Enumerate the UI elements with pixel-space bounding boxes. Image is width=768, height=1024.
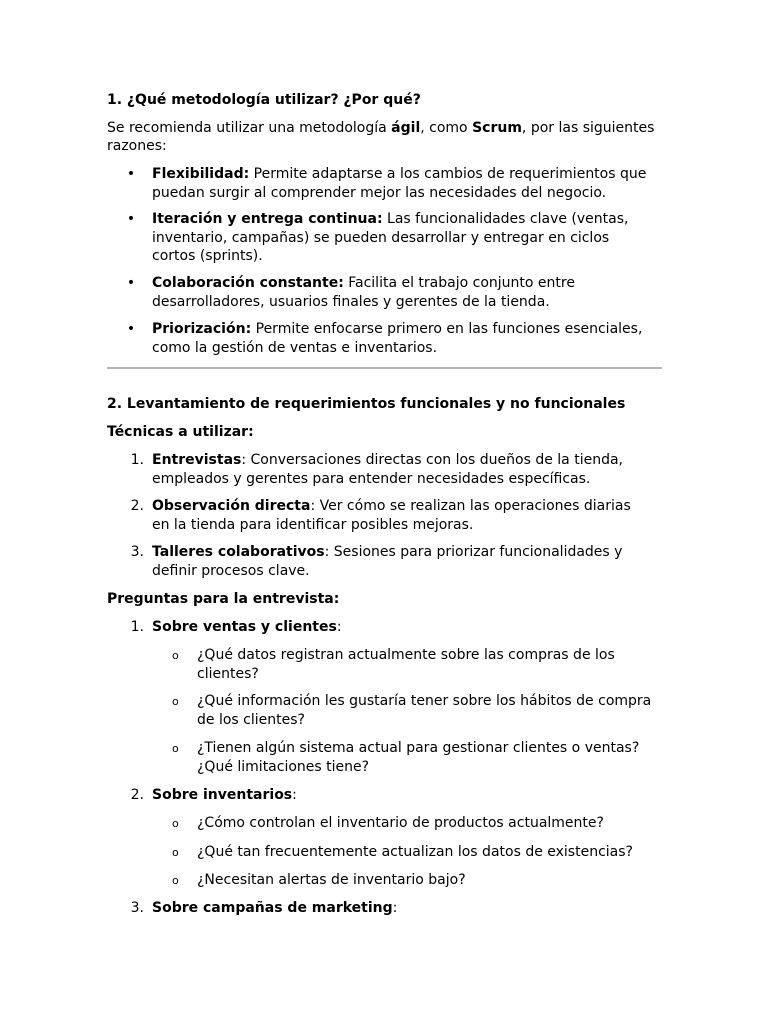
section-2-heading: 2. Levantamiento de requerimientos funcionales y no funcionales: [107, 396, 626, 412]
circle-bullet-icon: o: [172, 846, 179, 859]
circle-bullet-icon: o: [172, 742, 179, 755]
group-suffix: :: [336, 619, 342, 635]
circle-bullet-icon: o: [172, 817, 179, 830]
group-term: Sobre inventarios: [152, 787, 293, 803]
reason-text: Permite enfocarse primero en las funciones esenciales, como la gestión de ventas e inventarios.: [152, 321, 643, 356]
technique-term: Entrevistas: [152, 452, 242, 468]
question-item: [172, 692, 657, 729]
group-term: Sobre ventas y clientes: [152, 619, 337, 635]
intro-text: Se recomienda utilizar una metodología: [107, 120, 392, 136]
section-1-intro: [107, 119, 662, 155]
reason-term: Flexibilidad:: [152, 166, 250, 182]
list-number: 3.: [130, 900, 144, 916]
reason-item-iteracion: [126, 210, 652, 266]
question-item: [172, 871, 657, 890]
intro-emphasis-agil: ágil: [391, 120, 421, 136]
question-text: ¿Qué información les gustaría tener sobre los hábitos de compra de los clientes?: [197, 693, 652, 728]
bullet-icon: •: [126, 211, 136, 227]
reason-text: Facilita el trabajo conjunto entre desarrolladores, usuarios finales y gerentes de la tienda.: [152, 275, 575, 310]
question-text: ¿Tienen algún sistema actual para gestionar clientes o ventas? ¿Qué limitaciones tiene?: [197, 740, 640, 775]
question-item: [172, 646, 657, 683]
question-text: ¿Necesitan alertas de inventario bajo?: [197, 872, 466, 888]
bullet-icon: •: [126, 166, 136, 182]
reason-text: Permite adaptarse a los cambios de requerimientos que puedan surgir al comprender mejor las necesidades del negocio.: [152, 166, 647, 201]
technique-text: : Ver cómo se realizan las operaciones diarias en la tienda para identificar posibles mejoras.: [152, 498, 631, 533]
bullet-icon: •: [126, 321, 136, 337]
technique-item-talleres: [130, 543, 652, 580]
list-number: 1.: [130, 452, 144, 468]
question-item: [172, 843, 657, 862]
question-text: ¿Qué tan frecuentemente actualizan los datos de existencias?: [197, 844, 633, 860]
group-suffix: :: [292, 787, 297, 803]
intro-text: , como: [420, 120, 473, 136]
bullet-icon: •: [126, 275, 136, 291]
techniques-heading: Técnicas a utilizar:: [107, 424, 254, 440]
horizontal-divider: [107, 367, 662, 369]
intro-text: , por las siguientes razones:: [107, 120, 655, 154]
list-number: 3.: [130, 544, 144, 560]
section-1-heading: 1. ¿Qué metodología utilizar? ¿Por qué?: [107, 92, 421, 108]
question-item: [172, 739, 657, 776]
circle-bullet-icon: o: [172, 874, 179, 887]
list-number: 1.: [130, 619, 144, 635]
list-number: 2.: [130, 498, 144, 514]
circle-bullet-icon: o: [172, 649, 179, 662]
technique-term: Observación directa: [152, 498, 311, 514]
circle-bullet-icon: o: [172, 695, 179, 708]
reason-item-colaboracion: [126, 274, 652, 311]
reason-term: Priorización:: [152, 321, 252, 337]
technique-term: Talleres colaborativos: [152, 544, 325, 560]
question-group-inventarios: [130, 786, 652, 805]
reason-term: Colaboración constante:: [152, 275, 344, 291]
question-item: [172, 814, 657, 833]
group-term: Sobre campañas de marketing: [152, 900, 393, 916]
reason-item-flexibilidad: [126, 165, 652, 202]
intro-emphasis-scrum: Scrum: [472, 120, 522, 136]
technique-text: : Conversaciones directas con los dueños de la tienda, empleados y gerentes para entender necesidades específicas.: [152, 452, 623, 487]
reason-text: Las funcionalidades clave (ventas, inventario, campañas) se pueden desarrollar y entregar en ciclos cortos (sprints).: [152, 211, 629, 264]
technique-text: : Sesiones para priorizar funcionalidades y definir procesos clave.: [152, 544, 623, 579]
technique-item-observacion: [130, 497, 652, 534]
reason-item-priorizacion: [126, 320, 652, 357]
technique-item-entrevistas: [130, 451, 652, 488]
reason-term: Iteración y entrega continua:: [152, 211, 383, 227]
question-text: ¿Cómo controlan el inventario de productos actualmente?: [197, 815, 604, 831]
question-group-ventas: [130, 618, 652, 637]
question-text: ¿Qué datos registran actualmente sobre las compras de los clientes?: [197, 647, 615, 682]
questions-heading: Preguntas para la entrevista:: [107, 591, 340, 607]
group-suffix: :: [392, 900, 398, 916]
list-number: 2.: [130, 787, 144, 803]
question-group-campanas: [130, 899, 652, 918]
